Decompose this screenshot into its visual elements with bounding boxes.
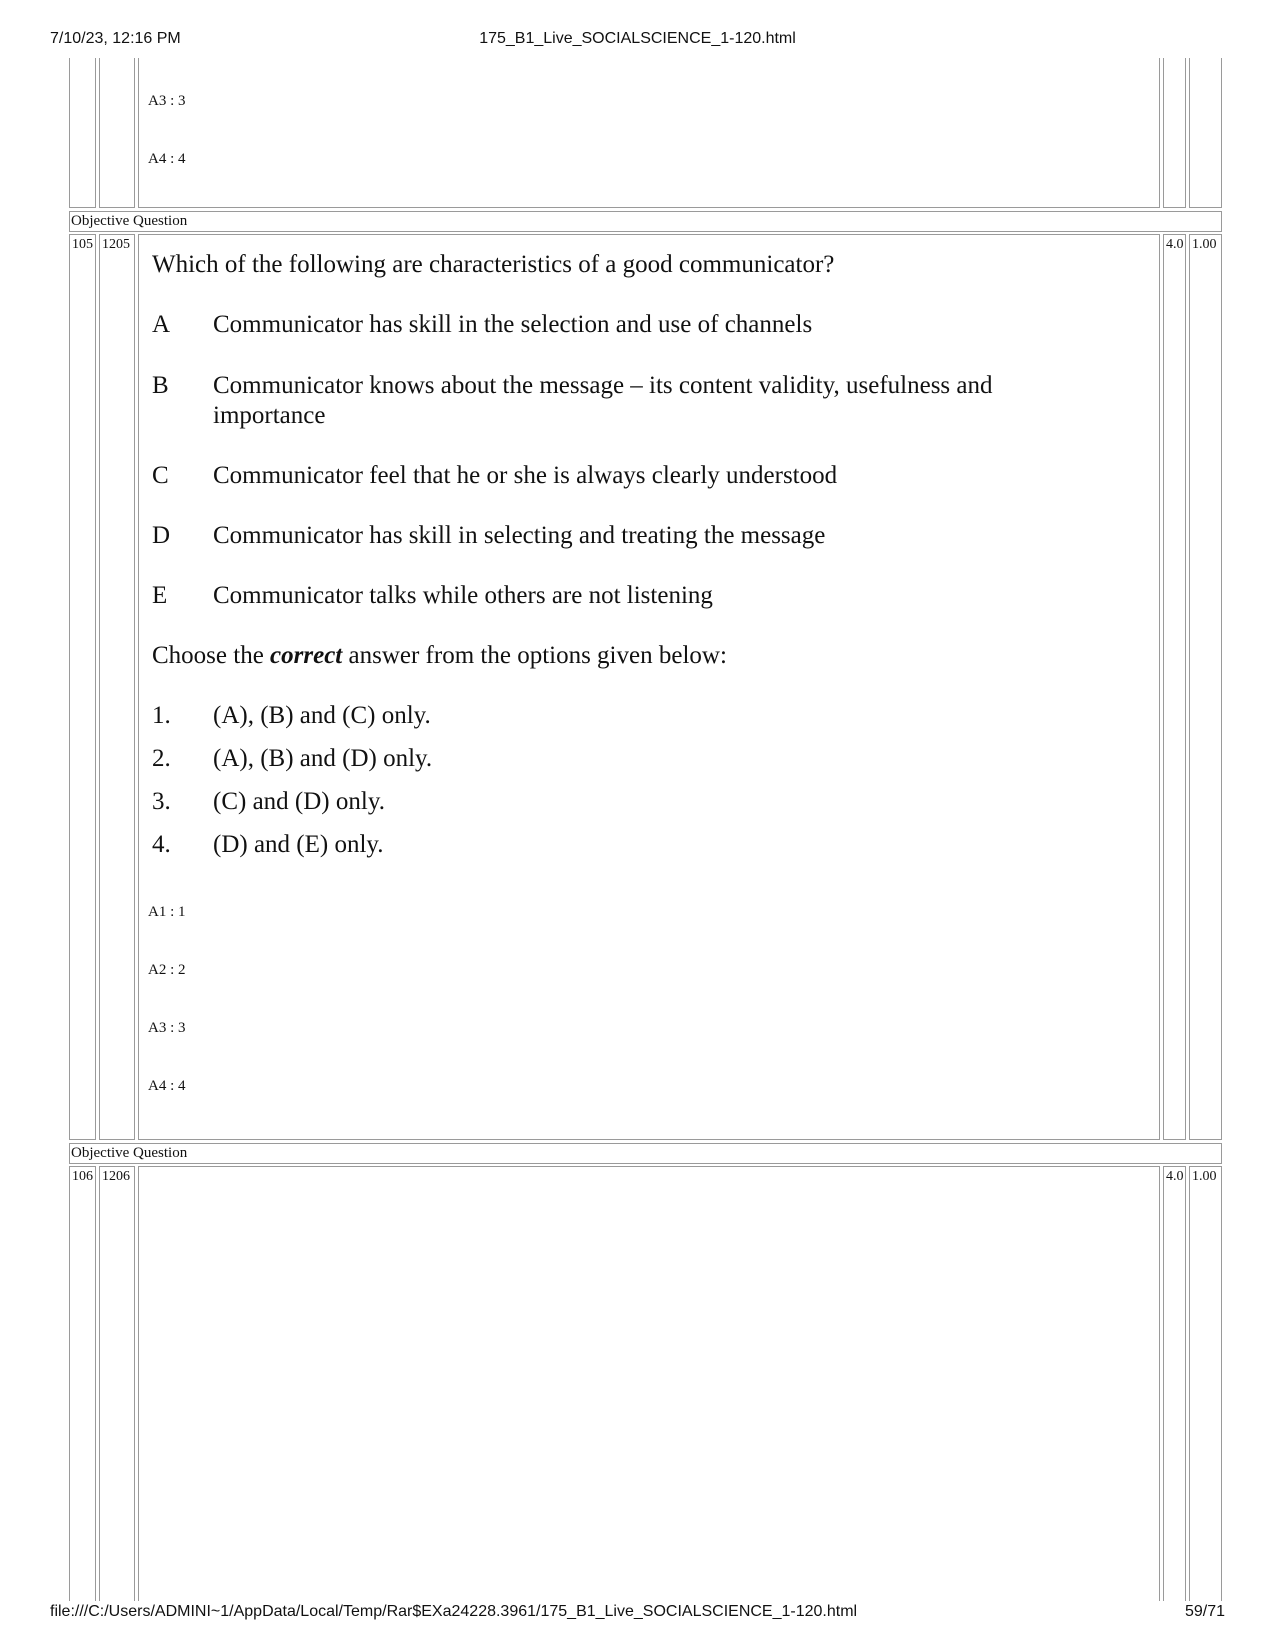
q106-marks	[1163, 1166, 1186, 1601]
prev-answer-a4: A4 : 4	[148, 151, 186, 167]
statement-text: Communicator has skill in the selection and use of channels	[213, 311, 813, 338]
q105-id	[99, 234, 135, 1140]
q105-serial	[69, 234, 96, 1140]
statement-text: Communicator has skill in selecting and treating the message	[213, 522, 826, 549]
option-number: 3.	[152, 788, 171, 815]
q106-serial	[69, 1166, 96, 1601]
option-text: (A), (B) and (C) only.	[213, 702, 431, 729]
prev-content-cell	[138, 58, 1160, 208]
q106-section-label: Objective Question	[71, 1145, 188, 1161]
instruction-pre: Choose the	[152, 642, 271, 669]
instruction-post: answer from the options given below:	[342, 642, 727, 669]
statement-text: Communicator feel that he or she is always clearly understood	[213, 462, 838, 489]
print-file-path: file:///C:/Users/ADMINI~1/AppData/Local/Temp/Rar$EXa24228.3961/175_B1_Live_SOCIALSCIENCE_1-120.html	[50, 1603, 858, 1620]
q105-section-label: Objective Question	[71, 213, 188, 229]
prev-col-2	[99, 58, 135, 208]
statement-letter: E	[152, 582, 168, 609]
q105-section-row	[69, 211, 1222, 232]
option-number: 2.	[152, 745, 171, 772]
q105-marks-text: 4.0	[1166, 237, 1184, 252]
print-title: 175_B1_Live_SOCIALSCIENCE_1-120.html	[479, 30, 796, 47]
q106-negative	[1189, 1166, 1222, 1601]
instruction-emphasis: correct	[270, 642, 343, 669]
option-number: 1.	[152, 702, 171, 729]
q106-section-row	[69, 1143, 1222, 1164]
q105-negative	[1189, 234, 1222, 1140]
option-text: (A), (B) and (D) only.	[213, 745, 433, 772]
q106-negative-text: 1.00	[1192, 1169, 1217, 1184]
option-number: 4.	[152, 831, 171, 858]
statement-letter: D	[152, 522, 171, 549]
q106-id	[99, 1166, 135, 1601]
prev-col-1	[69, 58, 96, 208]
print-datetime: 7/10/23, 12:16 PM	[50, 30, 181, 47]
q105-negative-text: 1.00	[1192, 237, 1217, 252]
answer-option-2: A2 : 2	[148, 962, 186, 978]
q105-serial-text: 105	[72, 237, 93, 252]
prev-answer-a3: A3 : 3	[148, 93, 186, 109]
statement-text: Communicator knows about the message – its content validity, usefulness and importance	[213, 372, 993, 429]
q105-id-text: 1205	[102, 237, 130, 252]
answer-option-3: A3 : 3	[148, 1020, 186, 1036]
q105-marks	[1163, 234, 1186, 1140]
q106-id-text: 1206	[102, 1169, 130, 1184]
answer-option-1: A1 : 1	[148, 904, 186, 920]
print-page-number: 59/71	[1184, 1603, 1225, 1620]
prev-col-neg	[1189, 58, 1222, 208]
q105-question: Which of the following are characteristics of a good communicator?	[152, 251, 835, 278]
q105-content-cell	[138, 234, 1160, 1140]
q106-serial-text: 106	[72, 1169, 93, 1184]
statement-letter: C	[152, 462, 169, 489]
prev-col-marks	[1163, 58, 1186, 208]
statement-letter: A	[152, 311, 171, 338]
statement-text: Communicator talks while others are not listening	[213, 582, 713, 609]
answer-option-4: A4 : 4	[148, 1078, 186, 1094]
q106-marks-text: 4.0	[1166, 1169, 1184, 1184]
option-text: (D) and (E) only.	[213, 831, 384, 858]
q105-instruction	[152, 641, 727, 671]
option-text: (C) and (D) only.	[213, 788, 385, 815]
q106-content-cell	[138, 1166, 1160, 1601]
statement-letter: B	[152, 372, 169, 399]
